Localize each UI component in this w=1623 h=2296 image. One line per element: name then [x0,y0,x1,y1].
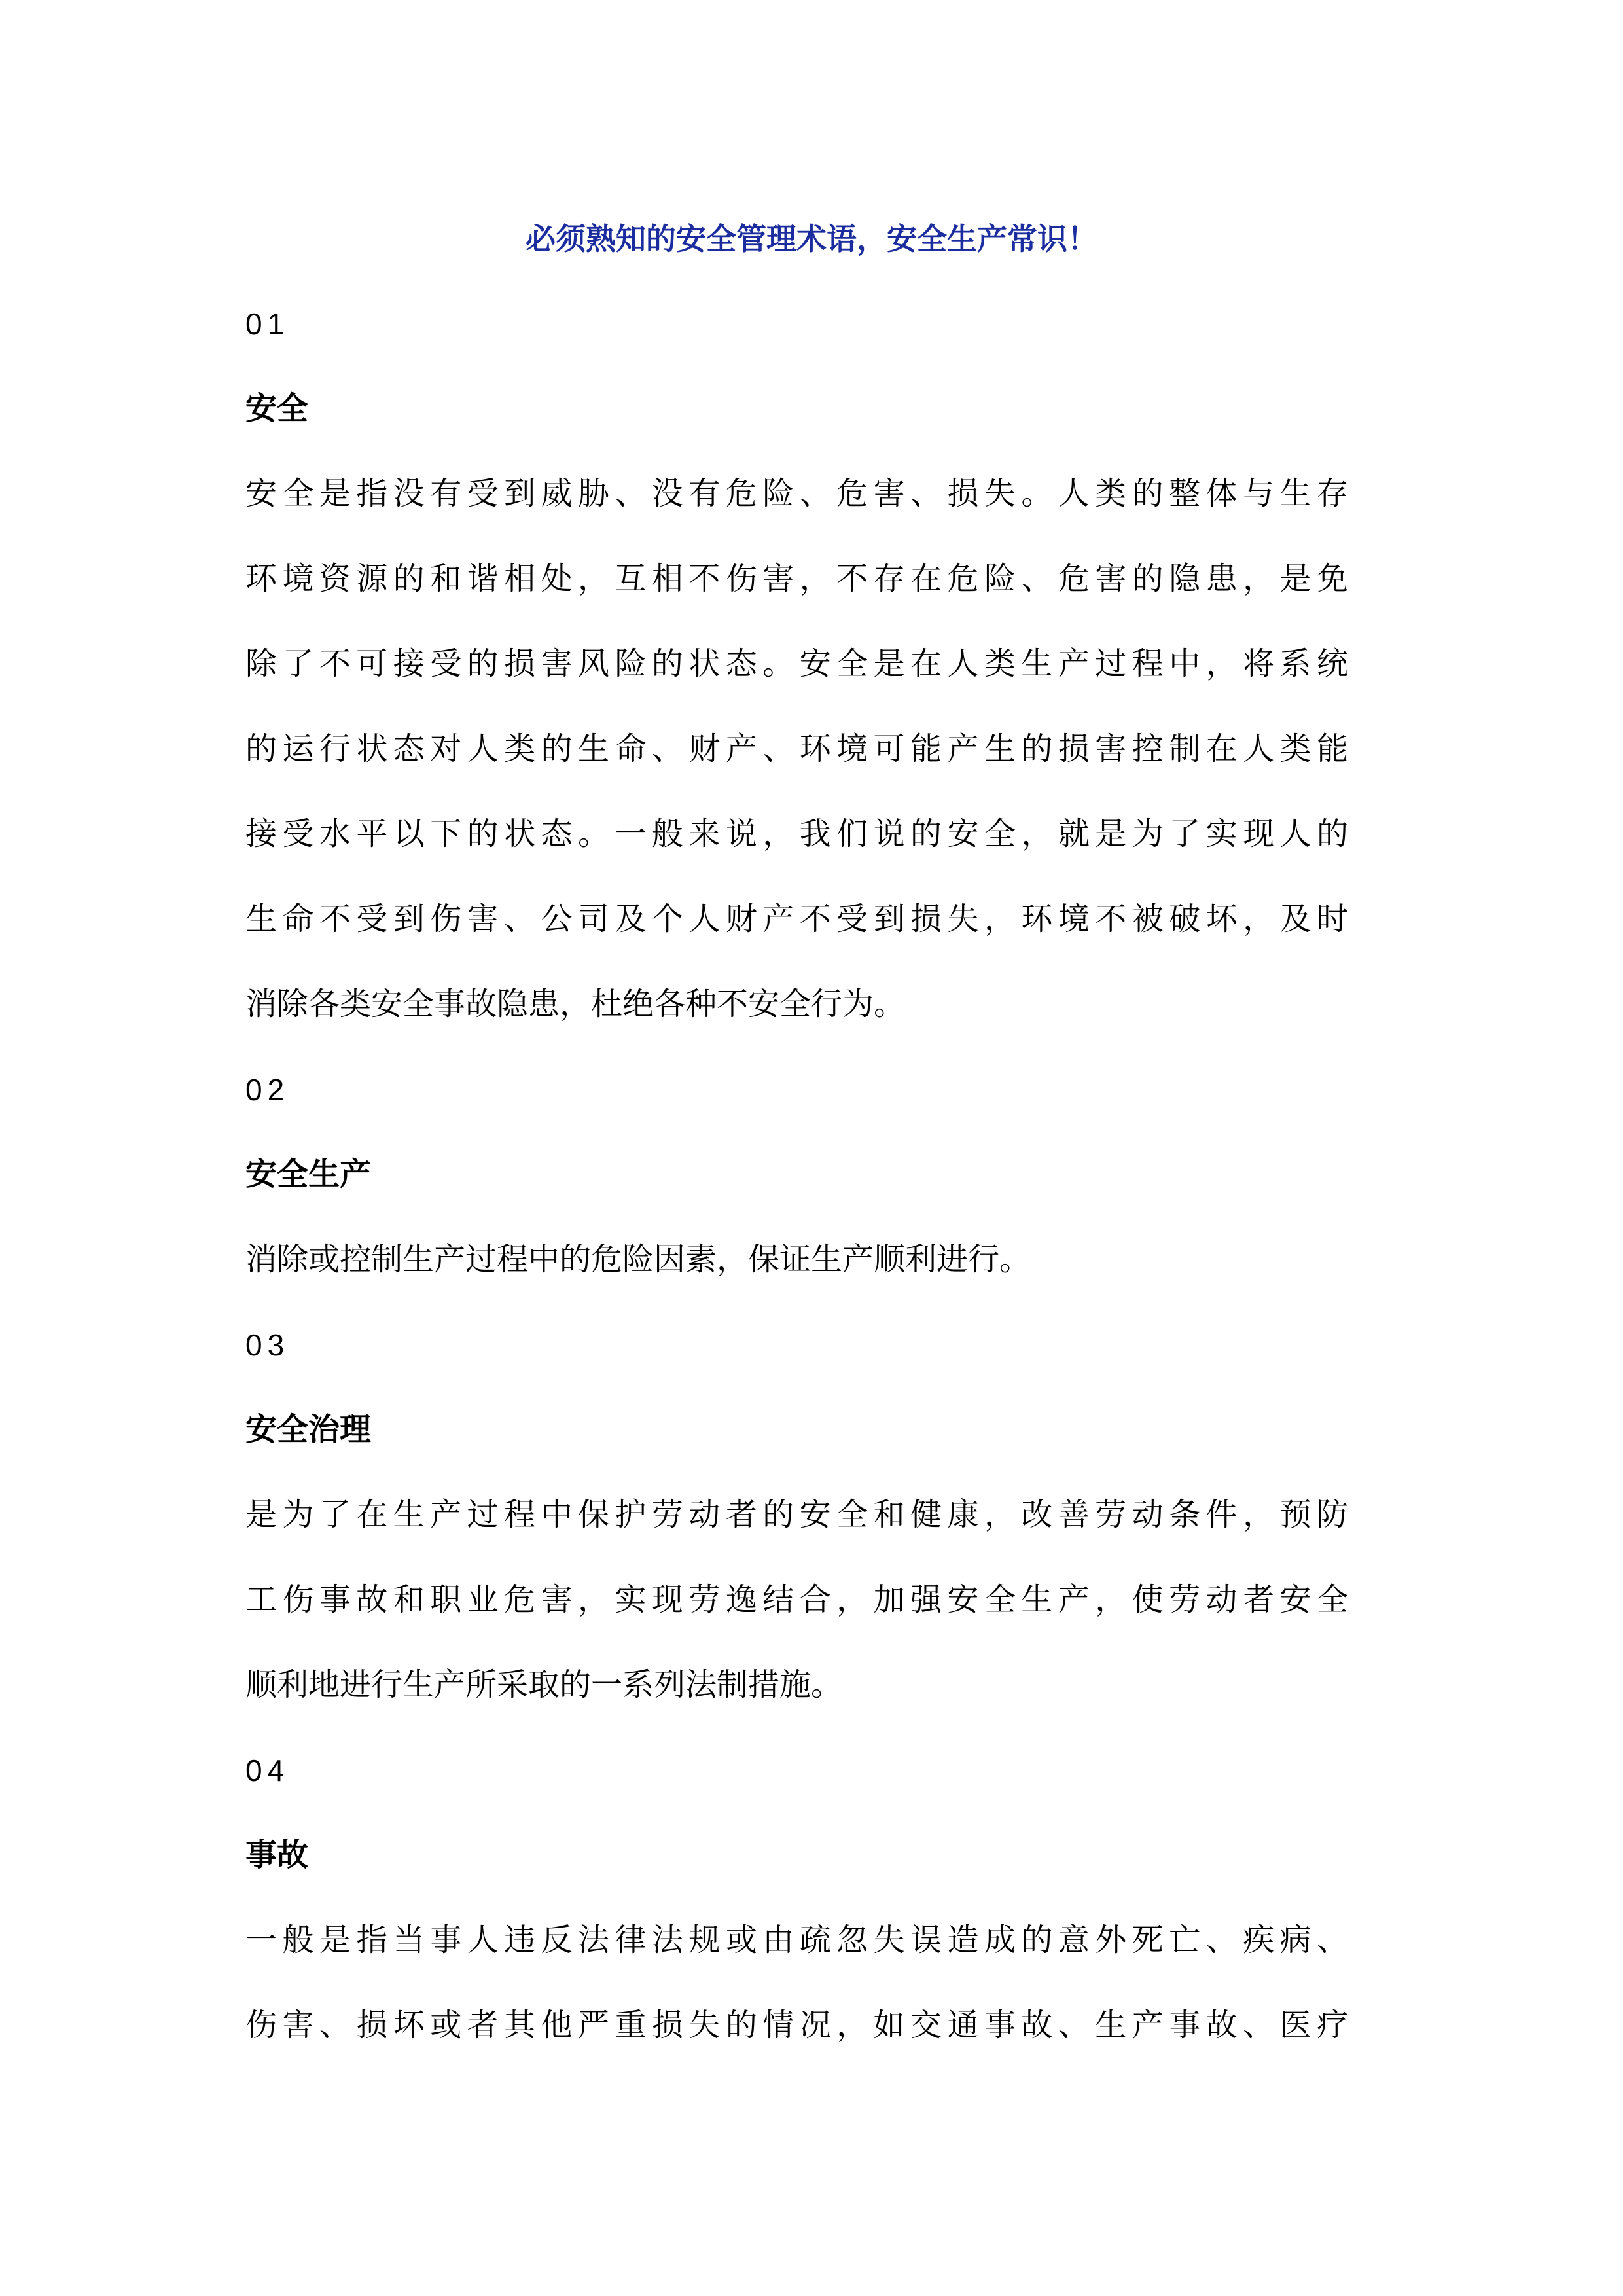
section-heading: 安全治理 [245,1412,372,1447]
paragraph-line: 安全是指没有受到威胁、没有危险、危害、损失。人类的整体与生存 [245,476,1348,511]
paragraph-line: 一般是指当事人违反法律法规或由疏忽失误造成的意外死亡、疾病、 [245,1923,1348,1958]
section-number: 01 [245,307,290,341]
paragraph-line: 伤害、损坏或者其他严重损失的情况，如交通事故、生产事故、医疗 [245,2008,1348,2043]
section-number: 02 [245,1073,290,1107]
section-number: 04 [245,1753,290,1787]
document-title: 必须熟知的安全管理术语，安全生产常识！ [526,222,1097,256]
section-heading: 安全生产 [245,1157,372,1192]
paragraph-line: 工伤事故和职业危害，实现劳逸结合，加强安全生产，使劳动者安全 [245,1583,1348,1617]
paragraph-line: 的运行状态对人类的生命、财产、环境可能产生的损害控制在人类能 [245,732,1348,766]
section-number: 03 [245,1328,290,1362]
section-heading: 事故 [245,1838,309,1873]
paragraph-line: 是为了在生产过程中保护劳动者的安全和健康，改善劳动条件，预防 [245,1498,1348,1532]
document-content [245,196,1348,2068]
paragraph-line: 环境资源的和谐相处，互相不伤害，不存在危险、危害的隐患，是免 [245,562,1348,596]
paragraph-line: 消除各类安全事故隐患，杜绝各种不安全行为。 [245,987,906,1022]
paragraph-line: 生命不受到伤害、公司及个人财产不受到损失，环境不被破坏，及时 [245,902,1348,937]
paragraph-line: 接受水平以下的状态。一般来说，我们说的安全，就是为了实现人的 [245,817,1348,852]
paragraph-line: 顺利地进行生产所采取的一系列法制措施。 [245,1668,843,1702]
paragraph-line: 消除或控制生产过程中的危险因素，保证生产顺利进行。 [245,1242,1031,1277]
paragraph-line: 除了不可接受的损害风险的状态。安全是在人类生产过程中，将系统 [245,647,1348,681]
section-heading: 安全 [245,391,309,426]
